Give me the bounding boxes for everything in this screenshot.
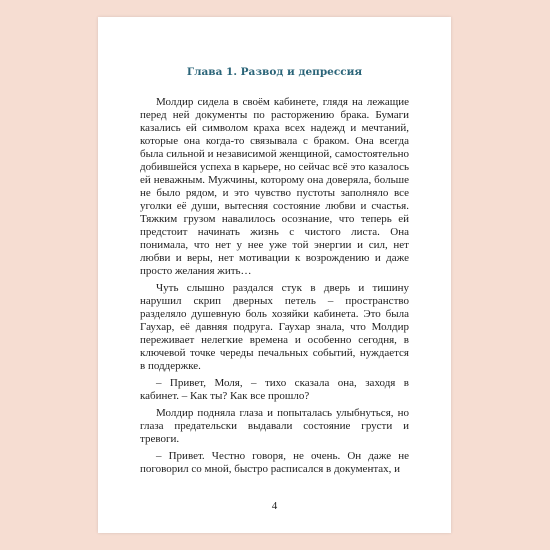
text-line: Чуть слышно раздался стук в дверь и тишину xyxy=(156,282,409,294)
text-line: не было рядом, и это чувство пустоты заполняло все xyxy=(140,187,409,199)
text-line: казались ей символом краха всех надежд и мечтаний, xyxy=(140,122,409,134)
text-line: ключевой точке череды печальных событий, нуждается xyxy=(140,347,409,359)
body-text xyxy=(140,96,409,476)
paragraph xyxy=(140,450,409,476)
paragraph xyxy=(140,282,409,373)
paragraph xyxy=(140,407,409,446)
chapter-title: Глава 1. Развод и депрессия xyxy=(186,66,363,78)
text-line: добившейся успеха в карьере, но сейчас всё это казалось xyxy=(140,161,409,173)
text-line: Молдир подняла глаза и попыталась улыбнуться, но xyxy=(156,407,409,419)
text-line: глаза предательски выдавали состояние грусти и xyxy=(140,420,409,432)
text-line: – Привет. Честно говоря, не очень. Он даже не xyxy=(156,450,409,462)
text-line: которые она когда-то связывала с браком. Она всегда xyxy=(140,135,409,147)
text-line: в поддержке. xyxy=(140,360,201,372)
text-line: ей неважным. Мужчины, которому она доверяла, больше xyxy=(140,174,409,186)
paragraph xyxy=(140,96,409,278)
text-line: разделяло душевную боль хозяйки кабинета. Это была xyxy=(140,308,409,320)
text-line: тревоги. xyxy=(140,433,180,445)
text-line: предстоит начинать жизнь с чистого листа. Она xyxy=(140,226,409,238)
page-number: 4 xyxy=(271,500,278,512)
text-line: перед ней документы по расторжению брака. Бумаги xyxy=(140,109,409,121)
text-line: понимала, что нет у нее уже той энергии и сил, нет xyxy=(140,239,409,251)
text-line: Тяжким грузом навалилось осознание, что теперь ей xyxy=(140,213,409,225)
text-line: поговорил со мной, быстро расписался в документах, и xyxy=(140,463,401,475)
text-line: была сильной и независимой женщиной, самостоятельно xyxy=(140,148,409,160)
text-line: Гаухар, её давняя подруга. Гаухар знала, что Молдир xyxy=(140,321,409,333)
text-line: кабинет. – Как ты? Как все прошло? xyxy=(140,390,310,402)
text-line: уголки её души, вытесняя состояние любви и счастья. xyxy=(140,200,409,212)
paragraph xyxy=(140,377,409,403)
text-line: – Привет, Моля, – тихо сказала она, заходя в xyxy=(156,377,409,389)
book-page xyxy=(98,17,451,533)
text-line: Молдир сидела в своём кабинете, глядя на лежащие xyxy=(156,96,409,108)
text-line: просто желания жить… xyxy=(140,265,252,277)
text-line: переживает нелегкие времена и особенно сегодня, в xyxy=(140,334,409,346)
text-line: нарушил скрип дверных петель – пространство xyxy=(140,295,409,307)
text-line: любви и веры, нет мотивации к возрождению и даже xyxy=(140,252,409,264)
